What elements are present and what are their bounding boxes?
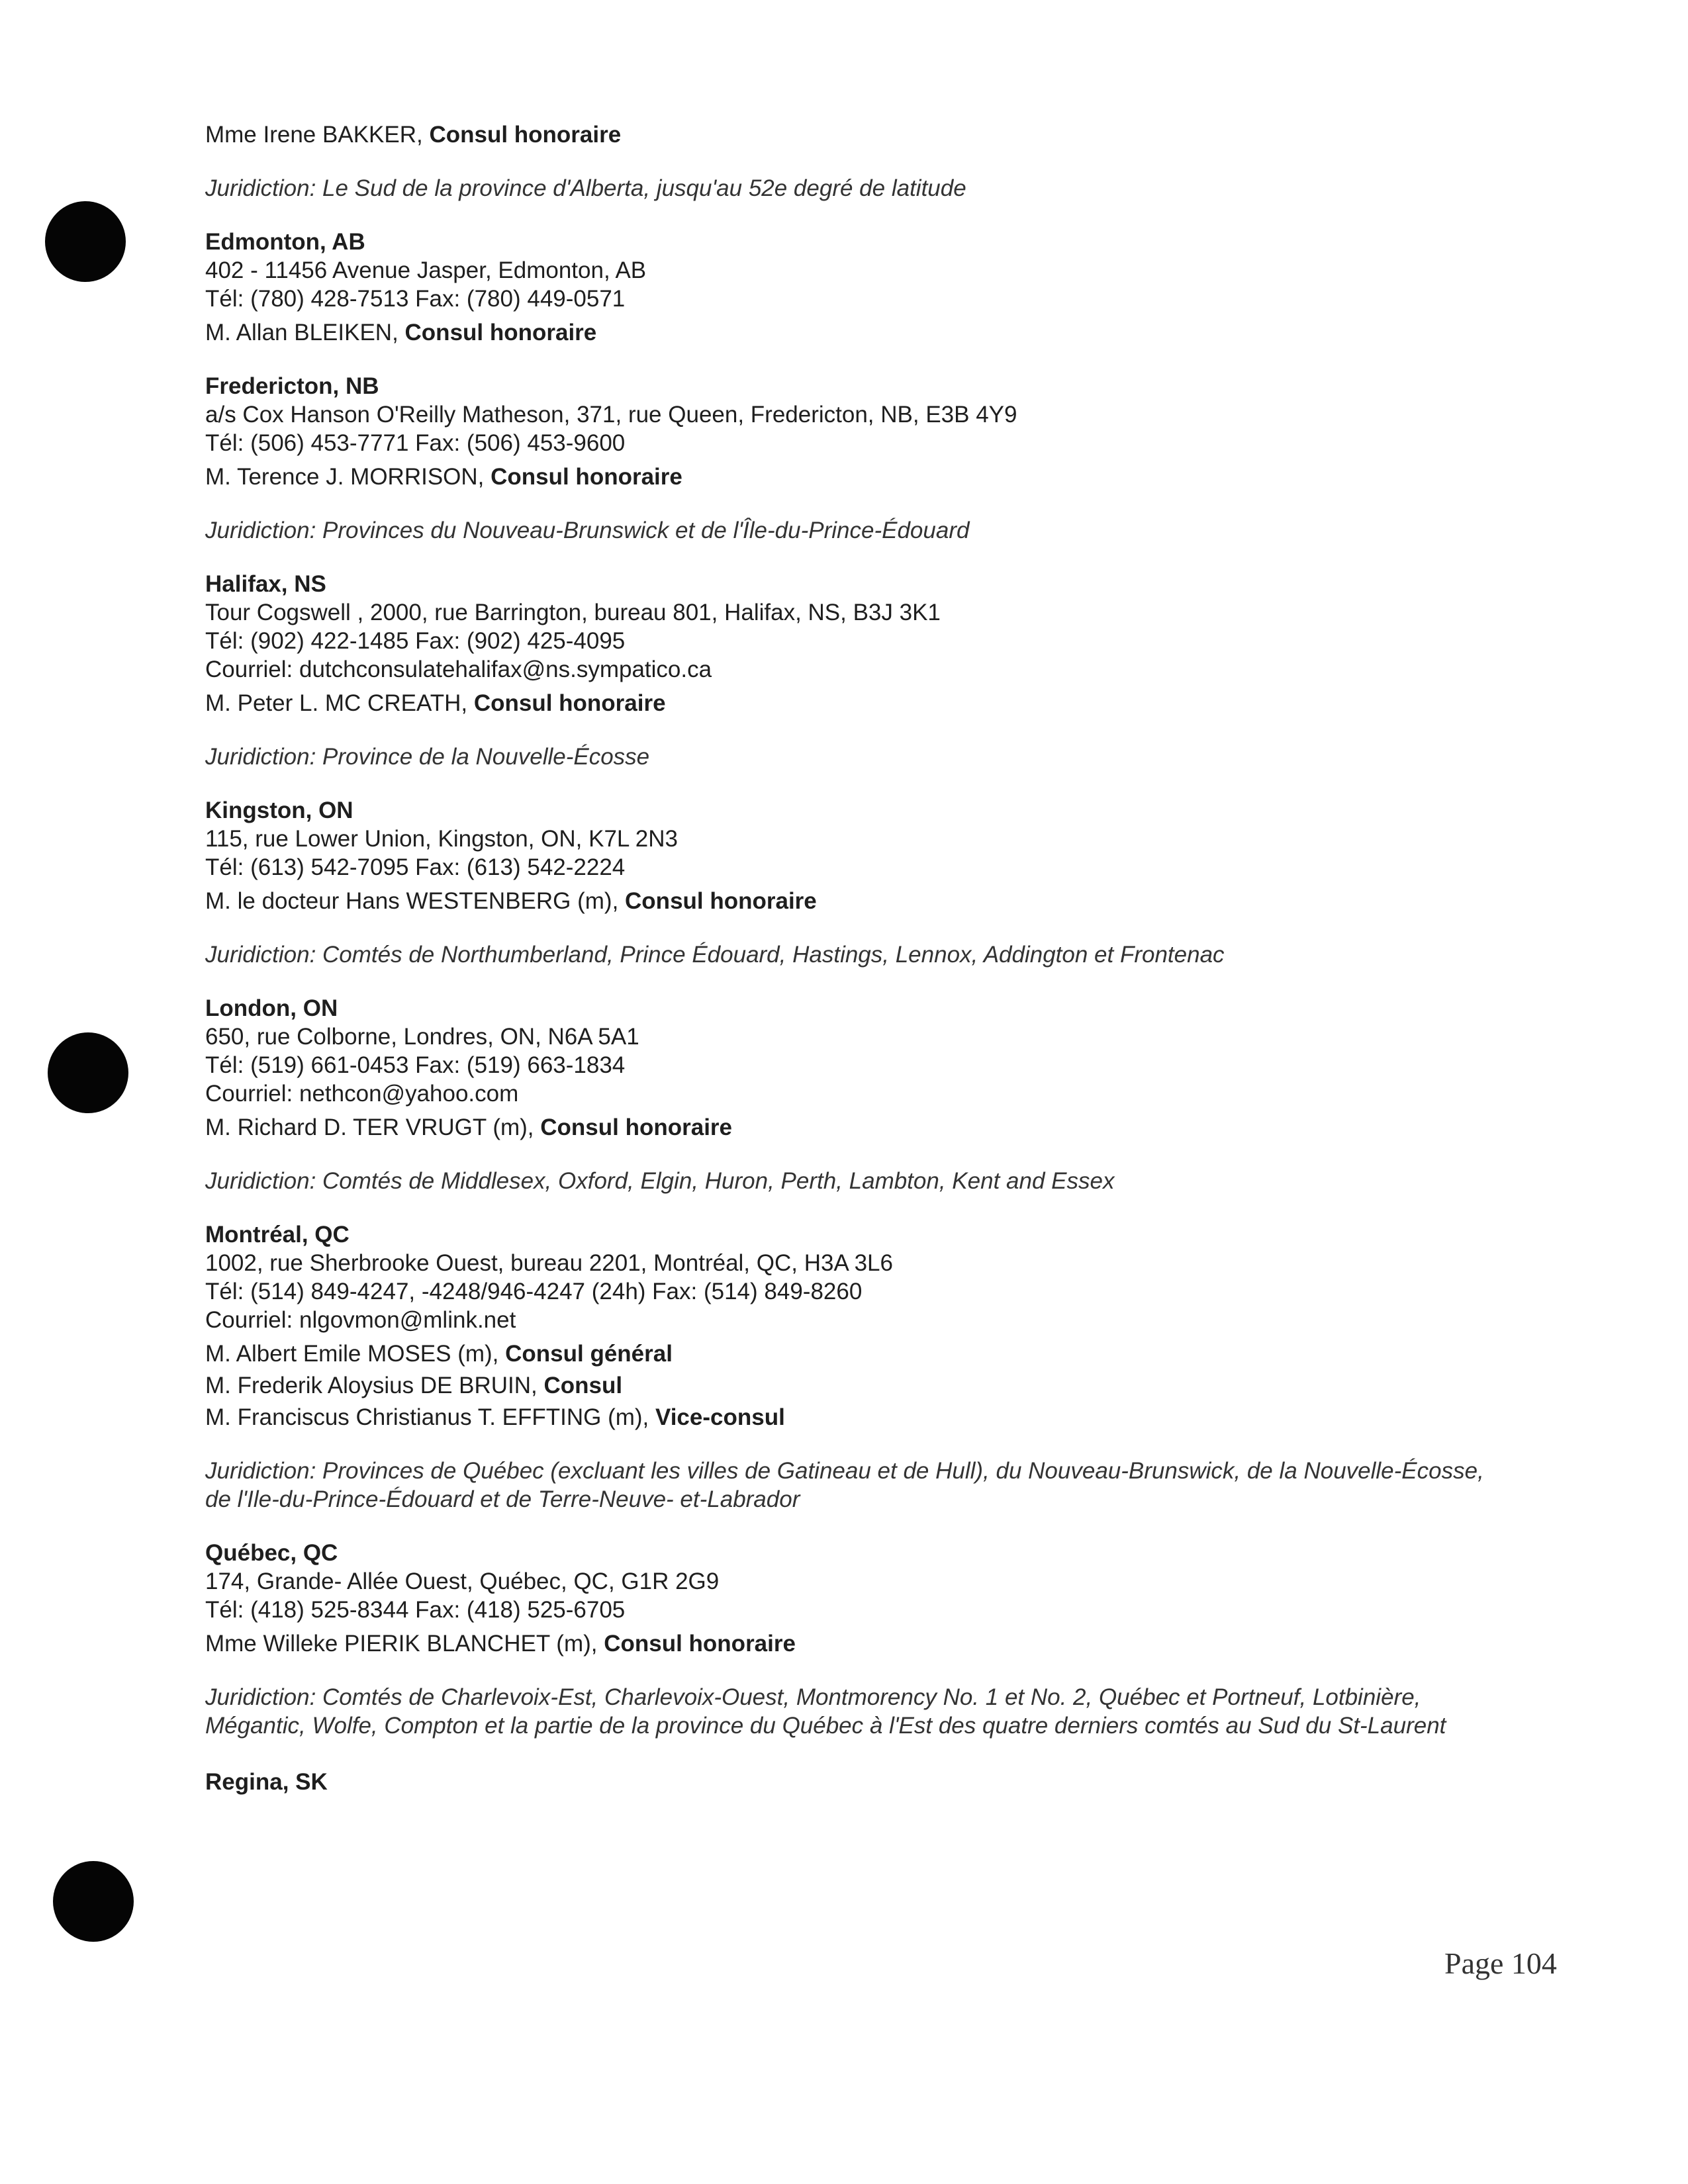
person-title: Consul honoraire xyxy=(473,690,666,716)
address: 650, rue Colborne, Londres, ON, N6A 5A1 xyxy=(205,1024,639,1050)
person-title: Consul honoraire xyxy=(404,320,597,345)
phone-fax: Tél: (514) 849-4247, -4248/946-4247 (24h) Fax: (514) 849-8260 xyxy=(205,1279,863,1304)
person-name: M. le docteur Hans WESTENBERG (m), xyxy=(205,888,626,914)
city-heading: London, ON xyxy=(205,995,338,1021)
person-line xyxy=(205,1340,1529,1368)
address: 402 - 11456 Avenue Jasper, Edmonton, AB xyxy=(205,257,647,283)
person-title: Consul xyxy=(543,1373,623,1398)
jurisdiction: Juridiction: Provinces du Nouveau-Brunswick et de l'Île-du-Prince-Édouard xyxy=(205,518,970,543)
person-title: Consul honoraire xyxy=(604,1631,796,1657)
person-line xyxy=(205,463,1529,491)
address: 174, Grande- Allée Ouest, Québec, QC, G1R 2G9 xyxy=(205,1569,720,1594)
page-number: Page 104 xyxy=(1444,1946,1557,1980)
person-title: Consul honoraire xyxy=(625,888,817,914)
consulate-entry xyxy=(205,994,1529,1195)
person-name: M. Peter L. MC CREATH, xyxy=(205,690,474,716)
person-name: Mme Willeke PIERIK BLANCHET (m), xyxy=(205,1631,604,1657)
address: 115, rue Lower Union, Kingston, ON, K7L 2N3 xyxy=(205,826,679,852)
city-heading: Montréal, QC xyxy=(205,1222,350,1248)
city-heading: Fredericton, NB xyxy=(205,373,379,399)
city-heading: Kingston, ON xyxy=(205,797,353,823)
person-line xyxy=(205,1403,1529,1432)
email: Courriel: dutchconsulatehalifax@ns.sympatico.ca xyxy=(205,657,712,682)
jurisdiction: Juridiction: Comtés de Charlevoix-Est, Charlevoix-Ouest, Montmorency No. 1 et No. 2, Québec et Portneuf, Lotbinière, Mégantic, Wolfe, Compton et la partie de la province du Québec à l'Est des quatre derniers comtés au Sud du St-Laurent xyxy=(205,1684,1446,1739)
jurisdiction: Juridiction: Province de la Nouvelle-Écosse xyxy=(205,744,650,770)
consulate-entry xyxy=(205,1220,1529,1514)
binder-hole xyxy=(53,1861,134,1942)
person-line xyxy=(205,1371,1529,1400)
city-heading: Québec, QC xyxy=(205,1540,338,1566)
city-heading: Regina, SK xyxy=(205,1769,328,1795)
address: a/s Cox Hanson O'Reilly Matheson, 371, rue Queen, Fredericton, NB, E3B 4Y9 xyxy=(205,402,1017,428)
person-name: M. Terence J. MORRISON, xyxy=(205,464,491,490)
person-name: M. Frederik Aloysius DE BRUIN, xyxy=(205,1373,544,1398)
consulate-entry xyxy=(205,570,1529,771)
person-line xyxy=(205,887,1529,915)
consulate-entry xyxy=(205,228,1529,347)
phone-fax: Tél: (418) 525-8344 Fax: (418) 525-6705 xyxy=(205,1597,626,1623)
address: Tour Cogswell , 2000, rue Barrington, bureau 801, Halifax, NS, B3J 3K1 xyxy=(205,600,941,625)
binder-hole xyxy=(45,201,126,282)
jurisdiction: Juridiction: Comtés de Middlesex, Oxford, Elgin, Huron, Perth, Lambton, Kent and Essex xyxy=(205,1168,1115,1194)
phone-fax: Tél: (506) 453-7771 Fax: (506) 453-9600 xyxy=(205,430,626,456)
person-title: Consul honoraire xyxy=(429,122,622,148)
person-name: M. Allan BLEIKEN, xyxy=(205,320,405,345)
address: 1002, rue Sherbrooke Ouest, bureau 2201, Montréal, QC, H3A 3L6 xyxy=(205,1250,893,1276)
consulate-entry xyxy=(205,372,1529,545)
person-name: M. Richard D. TER VRUGT (m), xyxy=(205,1115,541,1140)
document-body xyxy=(205,120,1529,1796)
person-line xyxy=(205,318,1529,347)
city-heading: Halifax, NS xyxy=(205,571,326,597)
person-title: Consul général xyxy=(505,1341,673,1367)
person-name: Mme Irene BAKKER, xyxy=(205,122,430,148)
email: Courriel: nethcon@yahoo.com xyxy=(205,1081,519,1107)
consulate-entry xyxy=(205,1539,1529,1740)
jurisdiction: Juridiction: Le Sud de la province d'Alberta, jusqu'au 52e degré de latitude xyxy=(205,175,966,201)
person-title: Consul honoraire xyxy=(491,464,682,490)
consulate-entry xyxy=(205,796,1529,969)
person-line xyxy=(205,689,1529,717)
city-heading: Edmonton, AB xyxy=(205,229,365,255)
person-name: M. Franciscus Christianus T. EFFTING (m), xyxy=(205,1404,655,1430)
binder-hole xyxy=(48,1032,128,1113)
person-name: M. Albert Emile MOSES (m), xyxy=(205,1341,506,1367)
jurisdiction: Juridiction: Comtés de Northumberland, Prince Édouard, Hastings, Lennox, Addington et Frontenac xyxy=(205,942,1225,968)
phone-fax: Tél: (902) 422-1485 Fax: (902) 425-4095 xyxy=(205,628,626,654)
person-line xyxy=(205,120,1529,149)
phone-fax: Tél: (613) 542-7095 Fax: (613) 542-2224 xyxy=(205,854,626,880)
person-title: Consul honoraire xyxy=(540,1115,733,1140)
phone-fax: Tél: (519) 661-0453 Fax: (519) 663-1834 xyxy=(205,1052,626,1078)
person-line xyxy=(205,1113,1529,1142)
email: Courriel: nlgovmon@mlink.net xyxy=(205,1307,516,1333)
jurisdiction: Juridiction: Provinces de Québec (excluant les villes de Gatineau et de Hull), du Nouveau-Brunswick, de la Nouvelle-Écosse, de l'Ile-du-Prince-Édouard et de Terre-Neuve- et-Labrador xyxy=(205,1458,1484,1512)
person-line xyxy=(205,1629,1529,1658)
phone-fax: Tél: (780) 428-7513 Fax: (780) 449-0571 xyxy=(205,286,626,312)
person-title: Vice-consul xyxy=(655,1404,785,1430)
